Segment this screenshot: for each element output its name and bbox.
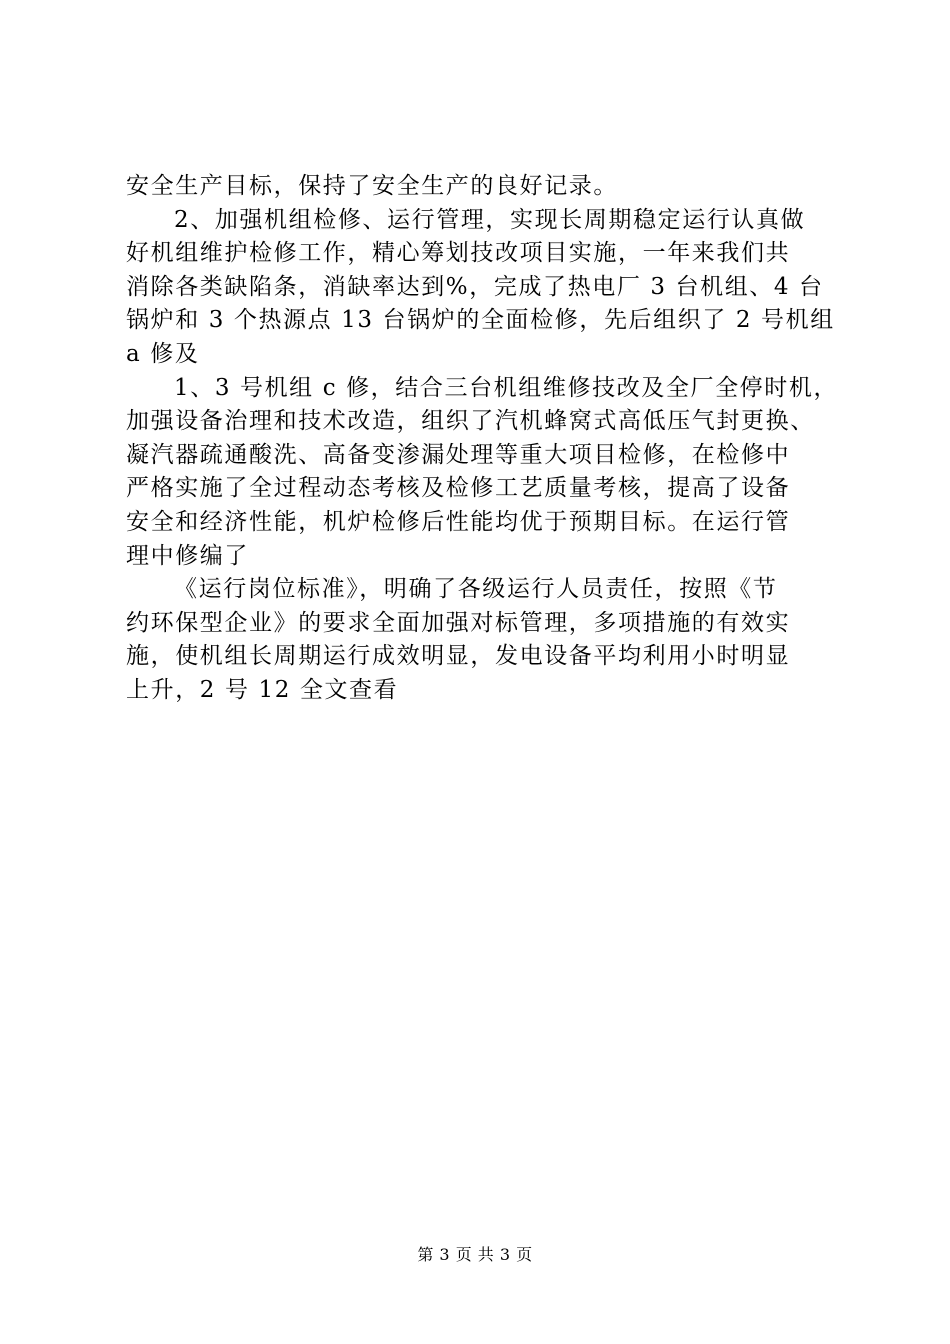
- page-footer: [0, 1245, 950, 1265]
- text-line: 施，使机组长周期运行成效明显，发电设备平均利用小时明显: [126, 643, 791, 670]
- paragraph-start-line: 1、3 号机组 c 修，结合三台机组维修技改及全厂全停时机，: [174, 374, 839, 401]
- text-line: 锅炉和 3 个热源点 13 台锅炉的全面检修，先后组织了 2 号机组: [126, 307, 835, 334]
- text-line: 严格实施了全过程动态考核及检修工艺质量考核，提高了设备: [126, 475, 791, 502]
- document-body: [126, 170, 838, 708]
- text-line: 消除各类缺陷条，消缺率达到%，完成了热电厂 3 台机组、4 台: [126, 273, 824, 300]
- text-line: 约环保型企业》的要求全面加强对标管理，多项措施的有效实: [126, 609, 791, 636]
- text-line: 加强设备治理和技术改造，组织了汽机蜂窝式高低压气封更换、: [126, 408, 815, 435]
- text-line: 理中修编了: [126, 542, 249, 569]
- page-number-label: 第 3 页 共 3 页: [417, 1245, 533, 1264]
- paragraph-start-line: 《运行岗位标准》，明确了各级运行人员责任，按照《节: [174, 576, 778, 603]
- text-line: 上升，2 号 12 全文查看: [126, 676, 399, 703]
- text-line: 安全生产目标，保持了安全生产的良好记录。: [126, 173, 618, 199]
- text-line: 安全和经济性能，机炉检修后性能均优于预期目标。在运行管: [126, 508, 791, 535]
- text-line: 好机组维护检修工作，精心筹划技改项目实施，一年来我们共: [126, 240, 791, 267]
- text-line: 凝汽器疏通酸洗、高备变渗漏处理等重大项目检修，在检修中: [126, 441, 791, 468]
- paragraph-start-line: 2、加强机组检修、运行管理，实现长周期稳定运行认真做: [174, 206, 806, 233]
- text-line: a 修及: [126, 340, 200, 367]
